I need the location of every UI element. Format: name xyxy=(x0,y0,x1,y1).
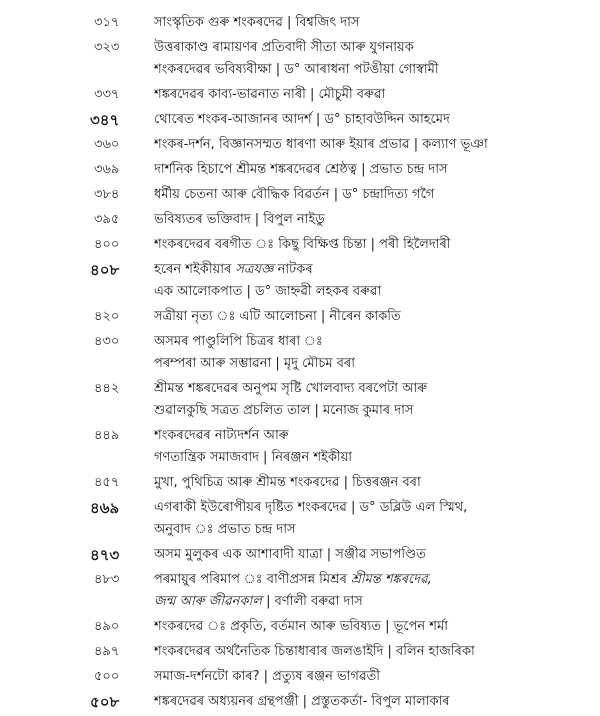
page-number: ৪০৮ xyxy=(90,261,120,279)
text-segment: শংকৰদেৱৰ ভবিষ্যবীক্ষা | ড° আৰাধনা পটঙীয়া গোস্বামী xyxy=(154,62,439,77)
text-segment: শ্ৰীমন্ত শঙ্কৰদেৱৰ অনুপম সৃষ্টি খোলবাদ্য বৰপেটা আৰু xyxy=(154,381,428,396)
text-segment: শংকৰ-দৰ্শন, বিজ্ঞানসম্মত ধাৰণা আৰু ইয়াৰ প্ৰভাৱ | কল্যাণ ভূঞা xyxy=(154,137,488,152)
page-number: ৩৬৯ xyxy=(94,162,120,177)
entry-text xyxy=(154,666,600,688)
entry-line xyxy=(154,691,584,713)
page-number: ৩৮৪ xyxy=(94,187,120,202)
entry-text xyxy=(154,209,600,231)
entry-line xyxy=(154,259,584,281)
toc-entry xyxy=(0,184,600,206)
page-number: ৩৪৭ xyxy=(90,111,120,129)
text-segment: এগৰাকী ইউৰোপীয়ৰ দৃষ্টিত শংকৰদেৱ | ড° ডব্লিউ এল স্মিথ, xyxy=(154,500,468,515)
entry-text xyxy=(154,306,600,328)
toc-entry xyxy=(0,544,600,566)
toc-entry xyxy=(0,109,600,131)
text-segment: অসমৰ পাণ্ডুলিপি চিত্ৰৰ ধাৰা ঃ xyxy=(154,334,323,349)
toc-entry xyxy=(0,159,600,181)
entry-line xyxy=(154,472,584,494)
text-segment: সমাজ-দৰ্শনটো কাৰ? | প্ৰত্যুষ ৰঞ্জন ভাগৱতী xyxy=(154,669,381,684)
italic-title-segment: শ্ৰীমন্ত শঙ্কৰদেৱ, xyxy=(351,572,432,587)
text-segment: হৰেন শইকীয়াৰ xyxy=(154,262,236,277)
entry-text xyxy=(154,691,600,713)
entry-text xyxy=(154,497,600,541)
entry-line xyxy=(154,544,584,566)
entry-text xyxy=(154,641,600,663)
text-segment: ধৰ্মীয় চেতনা আৰু বৌদ্ধিক বিৱৰ্তন | ড° চন্দ্ৰাদিত্য গগৈ xyxy=(154,187,435,202)
entry-line xyxy=(154,447,584,469)
entry-text xyxy=(154,425,600,469)
text-segment: মুখা, পুথিচিত্ৰ আৰু শ্ৰীমন্ত শংকৰদেৱ | চিত্তৰঞ্জন বৰা xyxy=(154,475,421,490)
toc-entry xyxy=(0,259,600,303)
text-segment: অনুবাদ ঃ প্ৰভাত চন্দ্ৰ দাস xyxy=(154,522,296,537)
entry-text xyxy=(154,109,600,131)
page-number: ৪৭৩ xyxy=(90,546,120,564)
text-segment: অসম মুলুকৰ এক আশাবাদী যাত্ৰা | সঞ্জীৱ সভাপণ্ডিত xyxy=(154,547,426,562)
text-segment: থোৰেত শংকৰ-আজানৰ আদৰ্শ | ড° চাহাবউদ্দিন আহমেদ xyxy=(154,112,450,127)
text-segment: গণতান্ত্ৰিক সমাজবাদ | নিৰঞ্জন শইকীয়া xyxy=(154,450,353,465)
entry-text xyxy=(154,37,600,81)
toc-entry xyxy=(0,691,600,713)
toc-entry xyxy=(0,616,600,638)
text-segment: নাটকৰ xyxy=(273,262,313,277)
page-number: ৫০৮ xyxy=(90,693,120,711)
entry-line xyxy=(154,378,584,400)
page-number: ৪৫৭ xyxy=(94,475,120,490)
text-segment: উত্তৰাকাণ্ড ৰামায়ণৰ প্ৰতিবাদী সীতা আৰু যুগনায়ক xyxy=(154,40,414,55)
entry-line xyxy=(154,666,584,688)
entry-line xyxy=(154,497,584,519)
entry-line xyxy=(154,306,584,328)
entry-text xyxy=(154,234,600,256)
page-number: ৩৩৭ xyxy=(94,87,120,102)
text-segment: এক আলোকপাত | ড° জাহ্নৱী লহকৰ বৰুৱা xyxy=(154,284,382,299)
text-segment: পৰমায়ুৰ পৰিমাপ ঃ বাণীপ্ৰসন্ন মিশ্ৰৰ xyxy=(154,572,352,587)
toc-entry xyxy=(0,331,600,375)
entry-line xyxy=(154,519,584,541)
page-number: ৪২০ xyxy=(94,309,120,324)
entry-text xyxy=(154,84,600,106)
entry-line xyxy=(154,569,584,591)
entry-text xyxy=(154,159,600,181)
text-segment: সাংস্কৃতিক গুৰু শংকৰদেৱ | বিশ্বজিৎ দাস xyxy=(154,15,360,30)
entry-line xyxy=(154,400,584,422)
entry-line xyxy=(154,641,584,663)
entry-line xyxy=(154,184,584,206)
entry-line xyxy=(154,84,584,106)
page-number: ৪৯০ xyxy=(94,619,120,634)
entry-line xyxy=(154,12,584,34)
italic-title-segment: সত্ৰযজ্ঞ xyxy=(235,262,274,277)
toc-entry xyxy=(0,472,600,494)
page-number: ৪৪৯ xyxy=(94,428,120,443)
page-number: ৫০০ xyxy=(94,669,120,684)
entry-text xyxy=(154,259,600,303)
page-number: ৪৪২ xyxy=(94,381,120,396)
entry-text xyxy=(154,134,600,156)
entry-line xyxy=(154,616,584,638)
text-segment: শংকৰদেৱৰ নাট্যদৰ্শন আৰু xyxy=(154,428,289,443)
page-number: ৩১৭ xyxy=(94,15,120,30)
entry-text xyxy=(154,616,600,638)
text-segment: শঙ্কৰদেৱৰ অধ্যয়নৰ গ্ৰন্থপঞ্জী | প্ৰস্তুতকৰ্তা- বিপুল মালাকাৰ xyxy=(154,694,450,709)
page-number: ৪৮৩ xyxy=(94,572,120,587)
entry-text xyxy=(154,378,600,422)
entry-line xyxy=(154,209,584,231)
text-segment: শংকৰদেৱৰ অৰ্থনৈতিক চিন্তাধাৰাৰ জলঙাইদি | বলিন হাজৰিকা xyxy=(154,644,475,659)
entry-text xyxy=(154,12,600,34)
page-number: ৩৯৫ xyxy=(94,212,120,227)
page-number: ৪৩০ xyxy=(94,334,120,349)
toc-entry xyxy=(0,209,600,231)
text-segment: শুৱালকুছি সত্ৰত প্ৰচলিত তাল | মনোজ কুমাৰ দাস xyxy=(154,403,414,418)
page-number: ৩৬০ xyxy=(94,137,120,152)
entry-text xyxy=(154,472,600,494)
text-segment: দাৰ্শনিক হিচাপে শ্ৰীমন্ত শঙ্কৰদেৱৰ শ্ৰেষ্ঠত্ব | প্ৰভাত চন্দ্ৰ দাস xyxy=(154,162,448,177)
entry-text xyxy=(154,569,600,613)
toc-entry xyxy=(0,666,600,688)
page-number: ৪৬৯ xyxy=(90,499,120,517)
table-of-contents xyxy=(0,12,600,716)
entry-line xyxy=(154,59,584,81)
entry-line xyxy=(154,353,584,375)
entry-text xyxy=(154,331,600,375)
toc-entry xyxy=(0,378,600,422)
text-segment: সত্ৰীয়া নৃত্য ঃ এটি আলোচনা | নীৰেন কাকতি xyxy=(154,309,401,324)
entry-line xyxy=(154,331,584,353)
text-segment: পৰম্পৰা আৰু সম্ভাৱনা | মৃদু মৌচম বৰা xyxy=(154,356,356,371)
entry-line xyxy=(154,37,584,59)
entry-line xyxy=(154,134,584,156)
toc-entry xyxy=(0,641,600,663)
text-segment: | বৰ্ণালী বৰুৱা দাস xyxy=(261,594,363,609)
entry-line xyxy=(154,281,584,303)
entry-text xyxy=(154,544,600,566)
text-segment: শংকৰদেৱৰ বৰগীত ঃ কিছু বিক্ষিপ্ত চিন্তা | পৰী হিলৈদাৰী xyxy=(154,237,451,252)
page-number: ৩২৩ xyxy=(94,40,120,55)
entry-line xyxy=(154,109,584,131)
toc-entry xyxy=(0,37,600,81)
toc-entry xyxy=(0,497,600,541)
toc-entry xyxy=(0,134,600,156)
toc-entry xyxy=(0,569,600,613)
text-segment: শঙ্কৰদেৱৰ কাব্য-ভাৱনাত নাৰী | মৌচুমী বৰুৱা xyxy=(154,87,386,102)
entry-line xyxy=(154,159,584,181)
entry-line xyxy=(154,234,584,256)
text-segment: শংকৰদেৱ ঃ প্ৰকৃতি, বৰ্তমান আৰু ভবিষ্যত | ভূপেন শৰ্মা xyxy=(154,619,448,634)
entry-line xyxy=(154,591,584,613)
page-number: ৪০০ xyxy=(94,237,120,252)
text-segment: ভবিষ্যতৰ ভক্তিবাদ | বিপুল নাইডু xyxy=(154,212,325,227)
toc-entry xyxy=(0,12,600,34)
page-number: ৪৯৭ xyxy=(94,644,120,659)
entry-text xyxy=(154,184,600,206)
italic-title-segment: জন্ম আৰু জীৱনকাল xyxy=(154,594,262,609)
toc-entry xyxy=(0,84,600,106)
toc-entry xyxy=(0,306,600,328)
entry-line xyxy=(154,425,584,447)
toc-entry xyxy=(0,234,600,256)
toc-entry xyxy=(0,425,600,469)
